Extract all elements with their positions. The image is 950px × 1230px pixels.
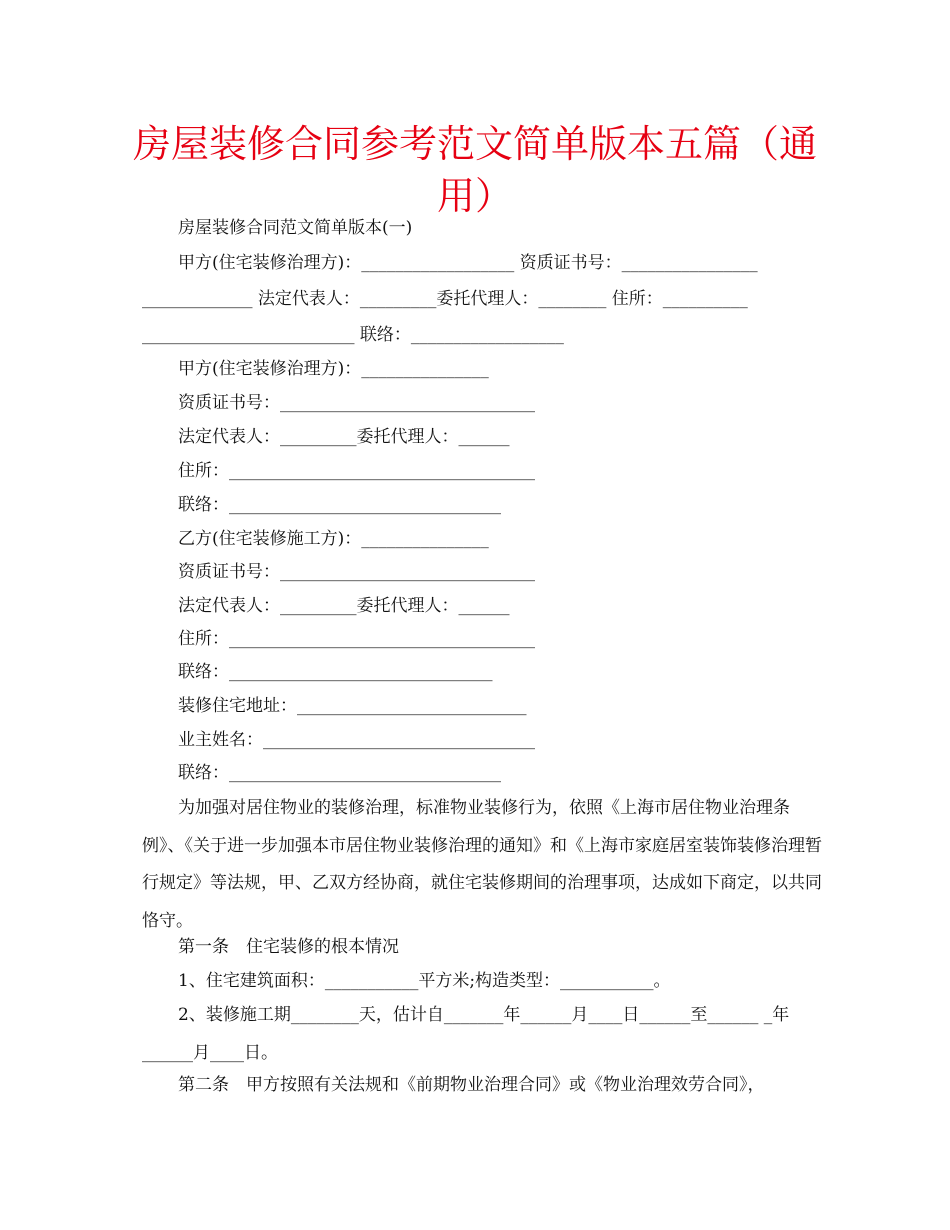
party-a-address-line: 住所：____________________________________ xyxy=(178,461,535,481)
preamble-paragraph: 为加强对居住物业的装修治理，标准物业装修行为，依照《上海市居住物业治理条例》、《关于进一步加强本市居住物业装修治理的通知》和《上海市家庭居室装饰装修治理暂行规定》等法规，甲、乙双方经协商，就住宅装修期间的治理事项，达成如下商定，以共同恪守。 xyxy=(142,798,822,931)
party-a-license-line: 资质证书号：______________________________ xyxy=(178,393,535,413)
article1-heading: 第一条 住宅装修的根本情况 xyxy=(178,937,399,957)
house-address-line: 装修住宅地址：___________________________ xyxy=(178,696,527,716)
party-b-license-line: 资质证书号：______________________________ xyxy=(178,562,535,582)
article1-item1: 1、住宅建筑面积：___________平方米;构造类型：___________。 xyxy=(178,971,671,991)
owner-contact-line: 联络：________________________________ xyxy=(178,763,501,783)
owner-name-line: 业主姓名：________________________________ xyxy=(178,730,535,750)
party-a-representative-line: 法定代表人：_________委托代理人：______ xyxy=(178,427,510,447)
party-a-contact-line: 联络：________________________________ xyxy=(178,495,501,515)
article2-start: 第二条 甲方按照有关法规和《前期物业治理合同》或《物业治理效劳合同》， xyxy=(178,1075,765,1095)
contract-subtitle: 房屋装修合同范文简单版本(一) xyxy=(178,218,413,238)
party-a-line: 甲方(住宅装修治理方)：_______________ xyxy=(178,359,489,379)
party-b-representative-line: 法定代表人：_________委托代理人：______ xyxy=(178,596,510,616)
document-title: 房屋装修合同参考范文简单版本五篇（通用） xyxy=(132,122,817,218)
party-a-block: 甲方(住宅装修治理方)：__________________ 资质证书号：________________ _____________ 法定代表人：_________委托代理人：________ 住所：__________ _________________________ 联络：__________________ xyxy=(142,253,758,345)
party-b-contact-line: 联络：_______________________________ xyxy=(178,662,493,682)
party-b-address-line: 住所：____________________________________ xyxy=(178,629,535,649)
party-b-line: 乙方(住宅装修施工方)：_______________ xyxy=(178,529,489,549)
article1-item2: 2、装修施工期________天，估计自_______年______月____日______至______ _年______月____日。 xyxy=(142,1005,790,1063)
